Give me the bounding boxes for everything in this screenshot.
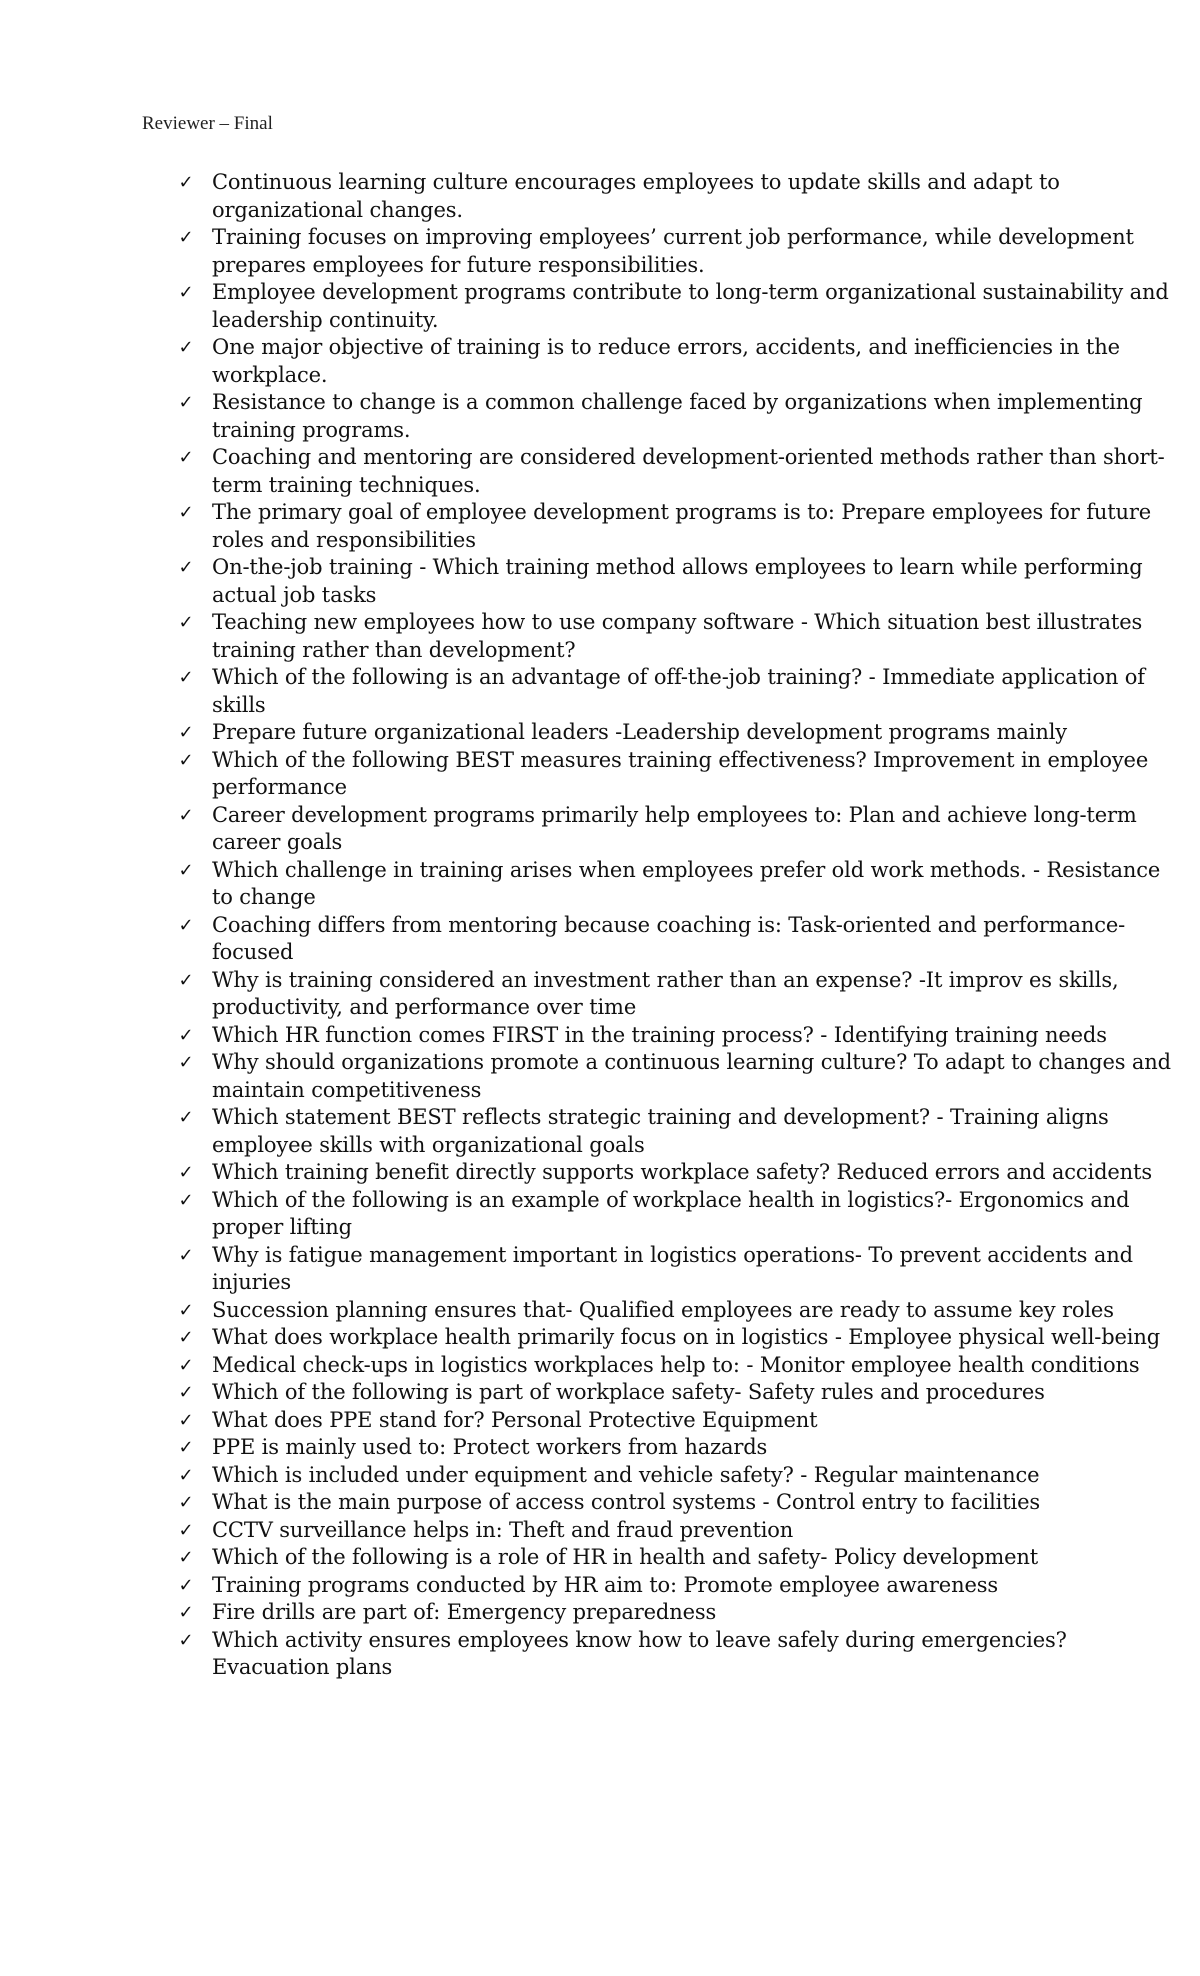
- list-item-text: Which challenge in training arises when employees prefer old work methods. - Resistance to change: [212, 857, 1161, 909]
- check-icon: ✓: [178, 1409, 194, 1431]
- list-item: [178, 1187, 1182, 1242]
- list-item-text: PPE is mainly used to: Protect workers from hazards: [212, 1435, 768, 1459]
- list-item-text: Continuous learning culture encourages employees to update skills and adapt to organizational changes.: [212, 170, 1060, 222]
- list-item-text: Which HR function comes FIRST in the training process? - Identifying training needs: [212, 1022, 1107, 1047]
- list-item-text: Which of the following BEST measures training effectiveness? Improvement in employee performance: [212, 747, 1149, 799]
- list-item-text: Succession planning ensures that- Qualified employees are ready to assume key roles: [212, 1297, 1114, 1322]
- check-icon: ✓: [178, 1162, 194, 1183]
- check-icon: ✓: [178, 1107, 194, 1128]
- check-icon: ✓: [178, 722, 194, 743]
- list-item: [178, 1022, 1182, 1050]
- list-item-text: Fire drills are part of: Emergency preparedness: [212, 1600, 717, 1624]
- check-icon: ✓: [178, 1382, 194, 1403]
- check-icon: ✓: [178, 392, 194, 413]
- check-icon: ✓: [178, 859, 194, 881]
- list-item-text: Coaching differs from mentoring because coaching is: Task-oriented and performance-focused: [212, 912, 1126, 964]
- list-item-text: What does workplace health primarily focus on in logistics - Employee physical well-being: [212, 1325, 1161, 1349]
- list-item: [178, 224, 1182, 279]
- list-item-text: CCTV surveillance helps in: Theft and fraud prevention: [212, 1517, 794, 1542]
- list-item: [178, 1242, 1182, 1297]
- check-icon: ✓: [178, 1024, 194, 1046]
- check-icon: ✓: [178, 557, 194, 578]
- list-item: [178, 1297, 1182, 1325]
- list-item: [178, 334, 1182, 389]
- check-icon: ✓: [178, 1574, 194, 1596]
- list-item: [178, 389, 1182, 444]
- check-icon: ✓: [178, 1519, 194, 1541]
- list-item-text: Employee development programs contribute to long-term organizational sustainability and leadership continuity.: [212, 280, 1169, 332]
- list-item: [178, 719, 1182, 747]
- check-icon: ✓: [178, 1464, 194, 1486]
- list-item-text: Training focuses on improving employees’ current job performance, while development prepares employees for future responsibilities.: [212, 225, 1134, 277]
- list-item: [178, 1599, 1182, 1627]
- list-item-text: Why is training considered an investment rather than an expense? -It improv es skills, productivity, and performance over time: [212, 967, 1119, 1019]
- list-item-text: Teaching new employees how to use company software - Which situation best illustrates training rather than development?: [212, 610, 1143, 662]
- check-icon: ✓: [178, 1602, 194, 1623]
- list-item: [178, 444, 1182, 499]
- list-item-text: Which of the following is a role of HR in health and safety- Policy development: [212, 1545, 1039, 1569]
- list-item-text: Which activity ensures employees know how to leave safely during emergencies? Evacuation plans: [212, 1627, 1067, 1679]
- list-item: [178, 912, 1182, 967]
- list-item-text: What does PPE stand for? Personal Protective Equipment: [212, 1407, 818, 1432]
- list-item: [178, 1462, 1182, 1490]
- list-item: [178, 1159, 1182, 1187]
- list-item-text: On-the-job training - Which training method allows employees to learn while performing actual job tasks: [212, 555, 1143, 607]
- list-item: [178, 1489, 1182, 1517]
- list-item: [178, 1572, 1182, 1600]
- check-icon: ✓: [178, 172, 194, 193]
- list-item-text: What is the main purpose of access control systems - Control entry to facilities: [212, 1490, 1040, 1514]
- check-icon: ✓: [178, 969, 194, 991]
- list-item-text: Why is fatigue management important in logistics operations- To prevent accidents and injuries: [212, 1242, 1133, 1294]
- list-item: [178, 1352, 1182, 1380]
- list-item: [178, 1517, 1182, 1545]
- list-item-text: The primary goal of employee development programs is to: Prepare employees for future roles and responsibilities: [212, 500, 1152, 552]
- list-item: [178, 1544, 1182, 1572]
- list-item: [178, 609, 1182, 664]
- list-item-text: Which is included under equipment and vehicle safety? - Regular maintenance: [212, 1462, 1040, 1487]
- check-icon: ✓: [178, 1629, 194, 1651]
- check-icon: ✓: [178, 1492, 194, 1513]
- check-icon: ✓: [178, 1437, 194, 1458]
- list-item: [178, 802, 1182, 857]
- list-item: [178, 169, 1182, 224]
- list-item-text: Which training benefit directly supports workplace safety? Reduced errors and accidents: [212, 1160, 1152, 1184]
- list-item: [178, 1407, 1182, 1435]
- list-item: [178, 499, 1182, 554]
- list-item: [178, 664, 1182, 719]
- check-icon: ✓: [178, 337, 194, 358]
- list-item-text: Which statement BEST reflects strategic training and development? - Training aligns employee skills with organizational goals: [212, 1105, 1109, 1157]
- list-item: [178, 1379, 1182, 1407]
- list-item-text: One major objective of training is to reduce errors, accidents, and inefficiencies in the workplace.: [212, 335, 1120, 387]
- list-item: [178, 857, 1182, 912]
- check-icon: ✓: [178, 914, 194, 936]
- list-item: [178, 1627, 1182, 1682]
- check-icon: ✓: [178, 1189, 194, 1211]
- check-icon: ✓: [178, 282, 194, 303]
- list-item: [178, 1324, 1182, 1352]
- check-icon: ✓: [178, 1327, 194, 1348]
- list-item-text: Which of the following is an example of workplace health in logistics?- Ergonomics and proper lifting: [212, 1187, 1130, 1239]
- check-icon: ✓: [178, 667, 194, 688]
- list-item-text: Career development programs primarily help employees to: Plan and achieve long-term career goals: [212, 802, 1137, 854]
- document-title: Reviewer – Final: [142, 113, 273, 134]
- check-icon: ✓: [178, 447, 194, 468]
- check-icon: ✓: [178, 1299, 194, 1321]
- list-item-text: Training programs conducted by HR aim to: Promote employee awareness: [212, 1572, 998, 1597]
- check-icon: ✓: [178, 612, 194, 633]
- list-item: [178, 279, 1182, 334]
- list-item-text: Why should organizations promote a continuous learning culture? To adapt to changes and maintain competitiveness: [212, 1050, 1171, 1102]
- check-icon: ✓: [178, 1354, 194, 1376]
- list-item: [178, 967, 1182, 1022]
- list-item-text: Prepare future organizational leaders -Leadership development programs mainly: [212, 720, 1068, 744]
- check-icon: ✓: [178, 804, 194, 826]
- check-icon: ✓: [178, 1244, 194, 1266]
- list-item-text: Resistance to change is a common challenge faced by organizations when implementing training programs.: [212, 390, 1143, 442]
- check-icon: ✓: [178, 1547, 194, 1568]
- list-item: [178, 1434, 1182, 1462]
- list-item: [178, 1104, 1182, 1159]
- check-icon: ✓: [178, 502, 194, 523]
- list-item-text: Which of the following is part of workplace safety- Safety rules and procedures: [212, 1380, 1045, 1404]
- check-icon: ✓: [178, 227, 194, 248]
- check-icon: ✓: [178, 749, 194, 771]
- list-item: [178, 554, 1182, 609]
- review-list: [178, 169, 1182, 1682]
- check-icon: ✓: [178, 1052, 194, 1073]
- list-item-text: Coaching and mentoring are considered development-oriented methods rather than short-term training techniques.: [212, 445, 1165, 497]
- list-item-text: Which of the following is an advantage of off-the-job training? - Immediate application of skills: [212, 665, 1145, 717]
- list-item: [178, 747, 1182, 802]
- list-item-text: Medical check-ups in logistics workplaces help to: - Monitor employee health conditions: [212, 1352, 1140, 1377]
- list-item: [178, 1049, 1182, 1104]
